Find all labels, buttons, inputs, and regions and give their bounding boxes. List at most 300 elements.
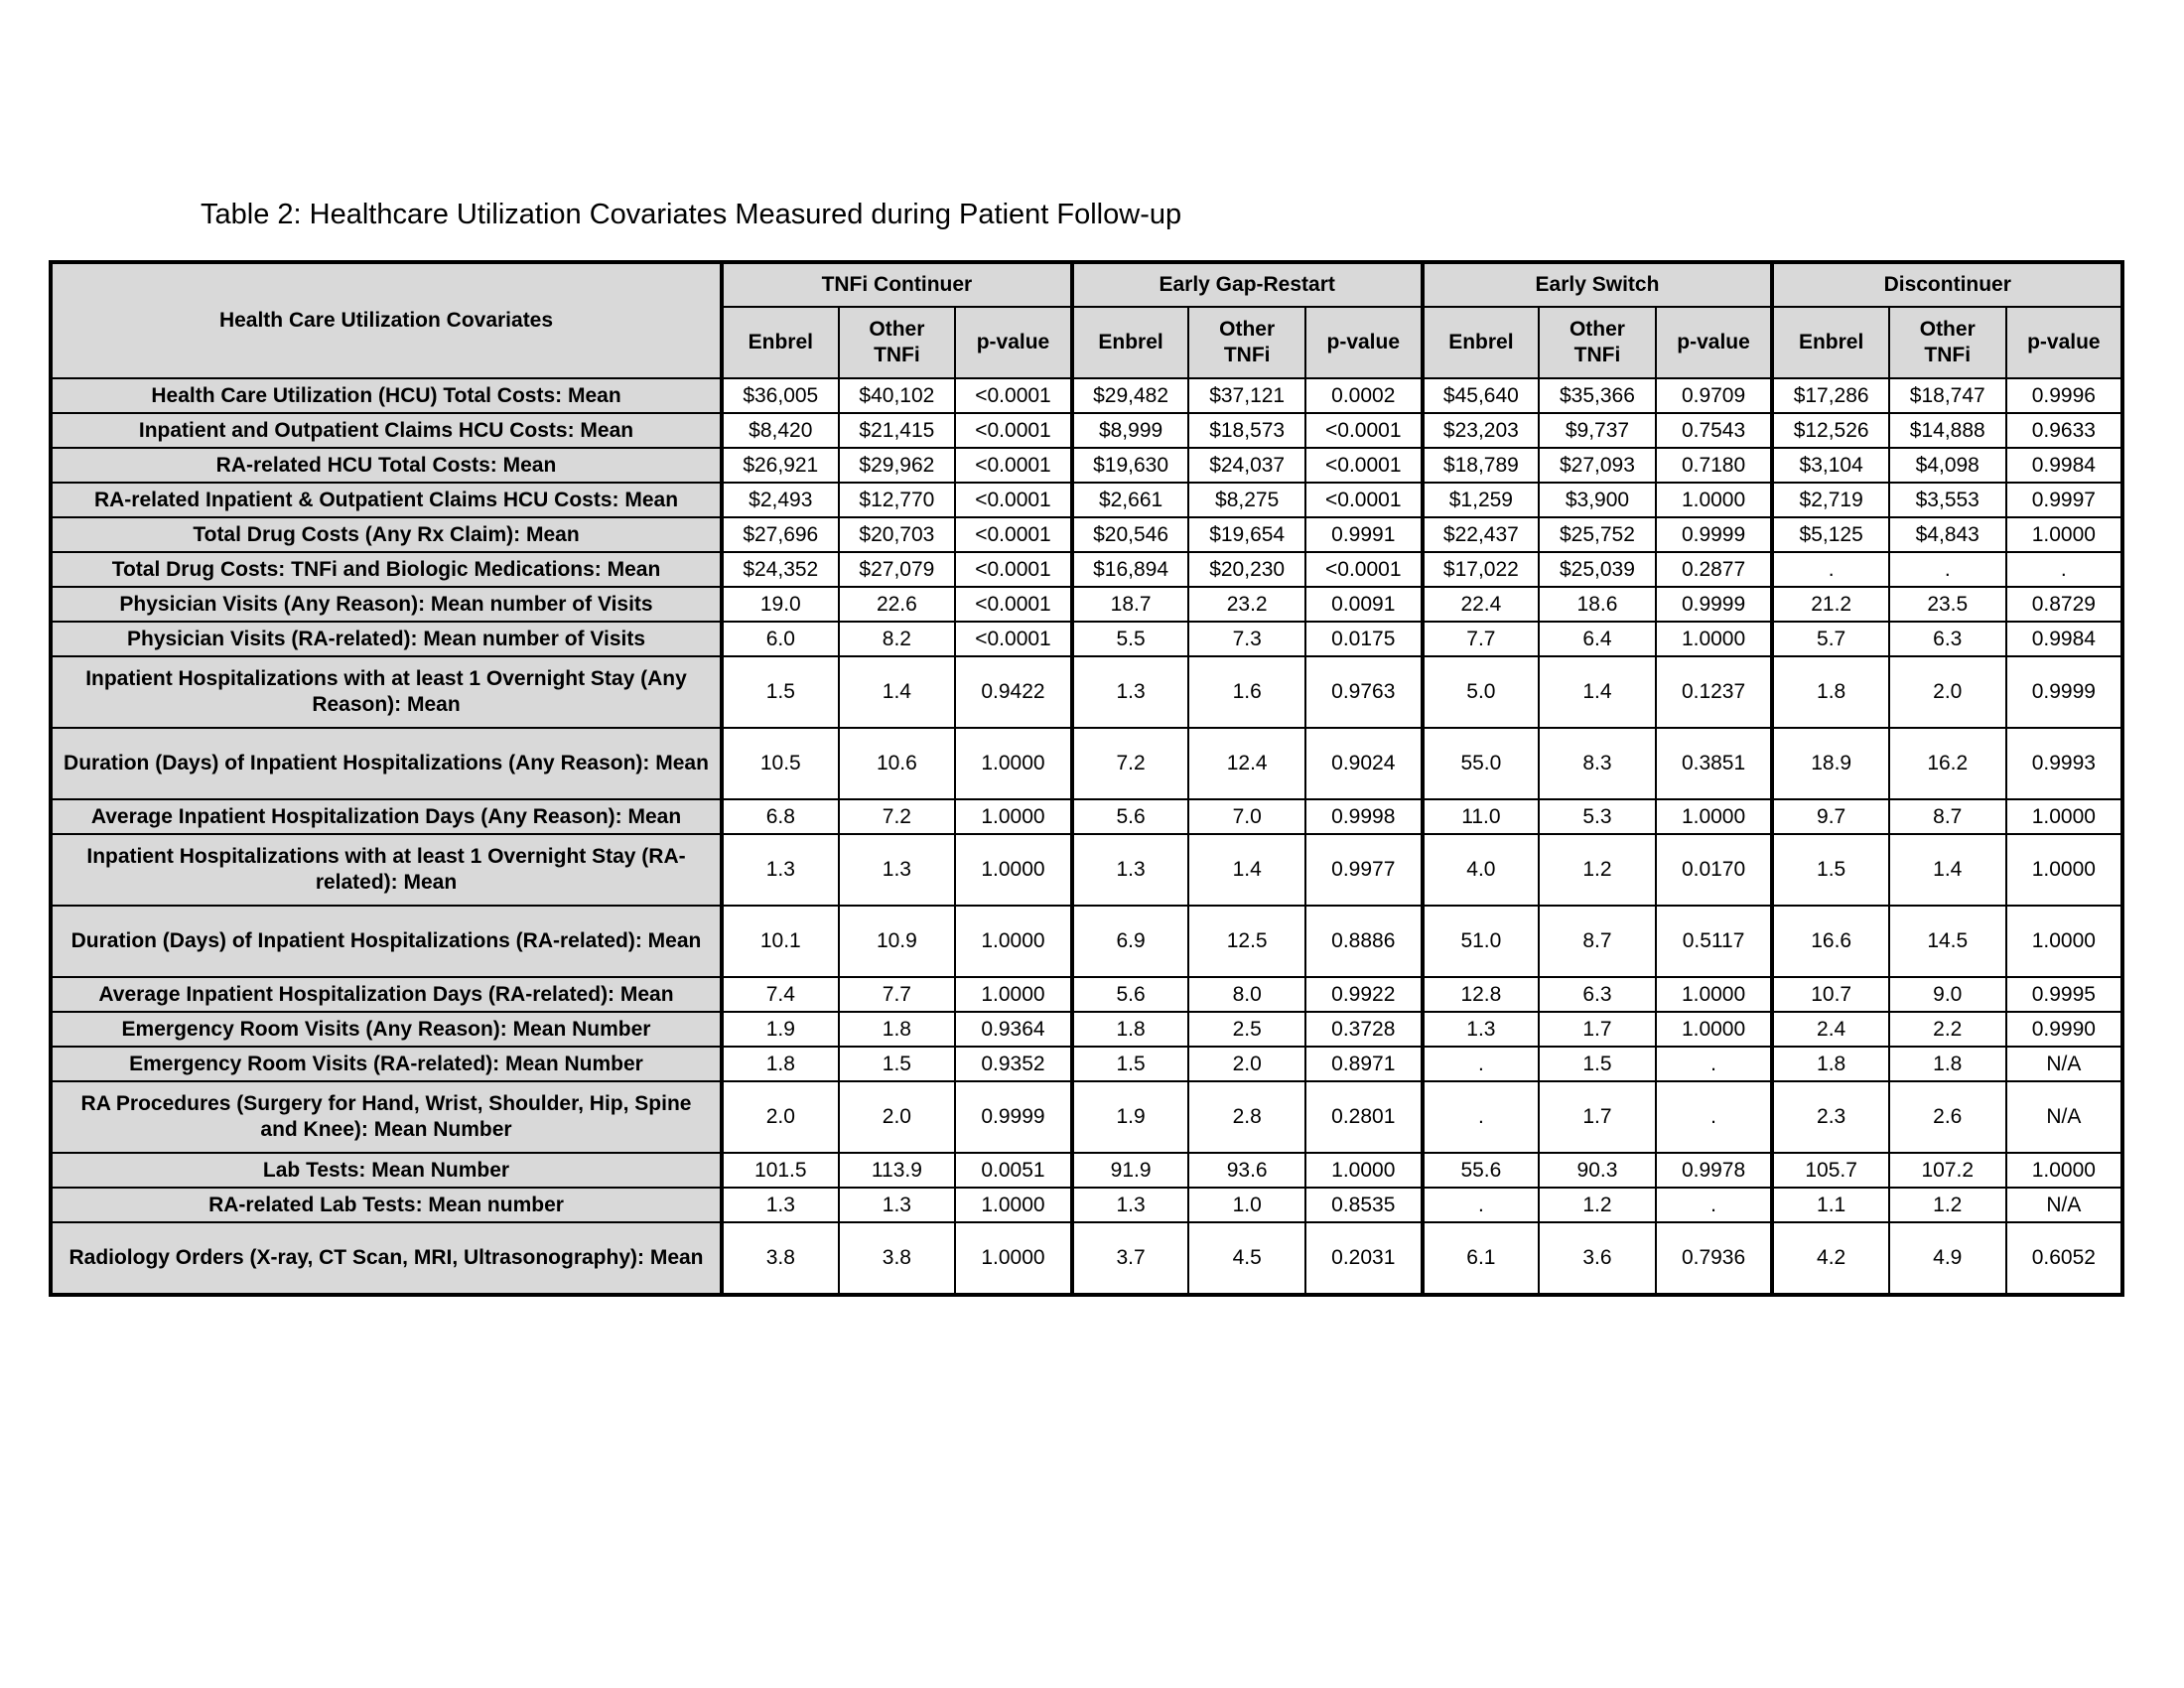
row-label: RA-related Lab Tests: Mean number: [51, 1188, 722, 1222]
table-cell: 0.9364: [955, 1012, 1072, 1047]
subcolumn-header: p-value: [1656, 307, 1773, 378]
table-row: [51, 799, 2122, 834]
table-cell: 6.0: [722, 622, 839, 656]
table-cell: 6.9: [1072, 906, 1189, 977]
table-cell: 0.8535: [1305, 1188, 1423, 1222]
table-cell: 0.2031: [1305, 1222, 1423, 1295]
table-cell: .: [1656, 1188, 1773, 1222]
row-label-header: Health Care Utilization Covariates: [51, 262, 722, 378]
table-cell: $12,770: [839, 483, 956, 517]
table-cell: 2.0: [722, 1081, 839, 1153]
table-cell: $23,203: [1423, 413, 1540, 448]
table-row: [51, 906, 2122, 977]
table-cell: 1.5: [722, 656, 839, 728]
table-cell: $17,022: [1423, 552, 1540, 587]
table-cell: $36,005: [722, 378, 839, 413]
table-row: [51, 1047, 2122, 1081]
table-cell: 1.9: [722, 1012, 839, 1047]
table-cell: $2,719: [1772, 483, 1889, 517]
table-cell: 14.5: [1889, 906, 2006, 977]
row-label: Average Inpatient Hospitalization Days (Any Reason): Mean: [51, 799, 722, 834]
table-cell: 1.7: [1539, 1081, 1656, 1153]
table-cell: 4.5: [1188, 1222, 1305, 1295]
table-cell: $8,420: [722, 413, 839, 448]
table-cell: 0.9024: [1305, 728, 1423, 799]
table-cell: 0.9999: [2006, 656, 2123, 728]
row-label: RA Procedures (Surgery for Hand, Wrist, Shoulder, Hip, Spine and Knee): Mean Number: [51, 1081, 722, 1153]
table-cell: 2.8: [1188, 1081, 1305, 1153]
table-cell: $14,888: [1889, 413, 2006, 448]
table-cell: $8,999: [1072, 413, 1189, 448]
table-cell: $20,546: [1072, 517, 1189, 552]
table-cell: 0.0091: [1305, 587, 1423, 622]
table-cell: 1.3: [1423, 1012, 1540, 1047]
table-cell: 0.0051: [955, 1153, 1072, 1188]
table-cell: 1.0000: [2006, 517, 2123, 552]
table-cell: 22.4: [1423, 587, 1540, 622]
table-cell: 3.6: [1539, 1222, 1656, 1295]
table-cell: 1.8: [1772, 656, 1889, 728]
table-cell: $21,415: [839, 413, 956, 448]
table-cell: 1.8: [839, 1012, 956, 1047]
table-cell: 1.8: [722, 1047, 839, 1081]
table-cell: 1.0000: [955, 1222, 1072, 1295]
table-cell: <0.0001: [1305, 483, 1423, 517]
table-cell: 0.9922: [1305, 977, 1423, 1012]
table-cell: 8.2: [839, 622, 956, 656]
table-cell: 0.9633: [2006, 413, 2123, 448]
table-cell: 1.0000: [2006, 799, 2123, 834]
table-cell: 1.5: [1072, 1047, 1189, 1081]
table-cell: 0.8729: [2006, 587, 2123, 622]
table-cell: 23.5: [1889, 587, 2006, 622]
table-row: [51, 587, 2122, 622]
header-group-row: [51, 262, 2122, 307]
table-cell: $4,843: [1889, 517, 2006, 552]
table-cell: 1.9: [1072, 1081, 1189, 1153]
subcolumn-header: p-value: [955, 307, 1072, 378]
group-header: Early Switch: [1423, 262, 1773, 307]
group-header: TNFi Continuer: [722, 262, 1072, 307]
table-cell: $2,493: [722, 483, 839, 517]
table-cell: 18.9: [1772, 728, 1889, 799]
table-row: [51, 378, 2122, 413]
table-cell: 0.0170: [1656, 834, 1773, 906]
table-cell: .: [1656, 1081, 1773, 1153]
table-cell: 9.7: [1772, 799, 1889, 834]
table-cell: $27,079: [839, 552, 956, 587]
table-cell: 1.4: [1188, 834, 1305, 906]
table-cell: 6.3: [1889, 622, 2006, 656]
table-cell: 1.7: [1539, 1012, 1656, 1047]
table-cell: 6.4: [1539, 622, 1656, 656]
table-row: [51, 728, 2122, 799]
table-row: [51, 1153, 2122, 1188]
table-cell: 8.7: [1889, 799, 2006, 834]
row-label: Average Inpatient Hospitalization Days (RA-related): Mean: [51, 977, 722, 1012]
table-cell: 9.0: [1889, 977, 2006, 1012]
subcolumn-header: Enbrel: [722, 307, 839, 378]
table-cell: 7.2: [839, 799, 956, 834]
table-cell: 0.9990: [2006, 1012, 2123, 1047]
table-cell: .: [2006, 552, 2123, 587]
table-cell: 18.6: [1539, 587, 1656, 622]
subcolumn-header: Other TNFi: [1188, 307, 1305, 378]
table-cell: 0.9763: [1305, 656, 1423, 728]
table-cell: $24,037: [1188, 448, 1305, 483]
table-cell: 5.6: [1072, 799, 1189, 834]
table-cell: 1.4: [839, 656, 956, 728]
table-cell: 107.2: [1889, 1153, 2006, 1188]
table-cell: 5.5: [1072, 622, 1189, 656]
table-cell: 5.3: [1539, 799, 1656, 834]
table-cell: $1,259: [1423, 483, 1540, 517]
subcolumn-header: Enbrel: [1423, 307, 1540, 378]
table-cell: <0.0001: [955, 448, 1072, 483]
table-cell: 11.0: [1423, 799, 1540, 834]
table-row: [51, 483, 2122, 517]
table-cell: 55.0: [1423, 728, 1540, 799]
table-cell: 1.2: [1539, 1188, 1656, 1222]
subcolumn-header: Enbrel: [1772, 307, 1889, 378]
table-cell: 0.7543: [1656, 413, 1773, 448]
table-cell: <0.0001: [955, 413, 1072, 448]
table-cell: 10.5: [722, 728, 839, 799]
row-label: Radiology Orders (X-ray, CT Scan, MRI, Ultrasonography): Mean: [51, 1222, 722, 1295]
table-cell: 1.3: [722, 834, 839, 906]
row-label: Inpatient and Outpatient Claims HCU Costs: Mean: [51, 413, 722, 448]
table-cell: $16,894: [1072, 552, 1189, 587]
table-cell: 1.0000: [955, 977, 1072, 1012]
table-cell: 1.2: [1889, 1188, 2006, 1222]
table-cell: 1.0000: [955, 834, 1072, 906]
table-cell: <0.0001: [955, 587, 1072, 622]
table-cell: $4,098: [1889, 448, 2006, 483]
table-cell: 7.7: [839, 977, 956, 1012]
table-cell: $26,921: [722, 448, 839, 483]
table-row: [51, 622, 2122, 656]
table-cell: $27,093: [1539, 448, 1656, 483]
table-cell: 1.8: [1889, 1047, 2006, 1081]
table-cell: 1.0000: [955, 799, 1072, 834]
table-row: [51, 448, 2122, 483]
table-cell: $8,275: [1188, 483, 1305, 517]
table-cell: $22,437: [1423, 517, 1540, 552]
table-cell: 0.0002: [1305, 378, 1423, 413]
table-cell: 21.2: [1772, 587, 1889, 622]
table-cell: 0.9998: [1305, 799, 1423, 834]
row-label: Emergency Room Visits (RA-related): Mean Number: [51, 1047, 722, 1081]
table-cell: $18,789: [1423, 448, 1540, 483]
table-cell: $19,654: [1188, 517, 1305, 552]
row-label: Physician Visits (Any Reason): Mean number of Visits: [51, 587, 722, 622]
table-cell: 10.6: [839, 728, 956, 799]
table-cell: 101.5: [722, 1153, 839, 1188]
table-cell: 93.6: [1188, 1153, 1305, 1188]
table-cell: 0.9999: [1656, 587, 1773, 622]
table-cell: 1.5: [1772, 834, 1889, 906]
table-cell: 51.0: [1423, 906, 1540, 977]
table-cell: 12.8: [1423, 977, 1540, 1012]
table-cell: 1.0: [1188, 1188, 1305, 1222]
table-cell: 3.8: [722, 1222, 839, 1295]
row-label: RA-related Inpatient & Outpatient Claims HCU Costs: Mean: [51, 483, 722, 517]
table-cell: 19.0: [722, 587, 839, 622]
table-cell: <0.0001: [955, 517, 1072, 552]
table-cell: 0.9991: [1305, 517, 1423, 552]
table-cell: 10.9: [839, 906, 956, 977]
table-cell: <0.0001: [955, 552, 1072, 587]
table-cell: 0.2801: [1305, 1081, 1423, 1153]
table-cell: $29,482: [1072, 378, 1189, 413]
table-cell: 0.7180: [1656, 448, 1773, 483]
table-cell: 0.2877: [1656, 552, 1773, 587]
table-cell: $9,737: [1539, 413, 1656, 448]
table-cell: $40,102: [839, 378, 956, 413]
table-cell: .: [1423, 1081, 1540, 1153]
table-cell: 1.0000: [1656, 1012, 1773, 1047]
group-header: Discontinuer: [1772, 262, 2122, 307]
row-label: Health Care Utilization (HCU) Total Costs: Mean: [51, 378, 722, 413]
table-cell: 16.6: [1772, 906, 1889, 977]
table-cell: 4.2: [1772, 1222, 1889, 1295]
row-label: Inpatient Hospitalizations with at least 1 Overnight Stay (RA-related): Mean: [51, 834, 722, 906]
table-cell: .: [1656, 1047, 1773, 1081]
table-row: [51, 1222, 2122, 1295]
table-cell: $27,696: [722, 517, 839, 552]
table-cell: $35,366: [1539, 378, 1656, 413]
table-cell: 1.3: [1072, 834, 1189, 906]
table-cell: 1.5: [839, 1047, 956, 1081]
table-cell: 1.0000: [955, 728, 1072, 799]
row-label: Emergency Room Visits (Any Reason): Mean Number: [51, 1012, 722, 1047]
table-cell: 1.0000: [2006, 1153, 2123, 1188]
table-cell: $3,553: [1889, 483, 2006, 517]
table-cell: 55.6: [1423, 1153, 1540, 1188]
table-cell: 2.6: [1889, 1081, 2006, 1153]
table-cell: 10.7: [1772, 977, 1889, 1012]
row-label: Total Drug Costs (Any Rx Claim): Mean: [51, 517, 722, 552]
subcolumn-header: Enbrel: [1072, 307, 1189, 378]
table-cell: 3.7: [1072, 1222, 1189, 1295]
table-cell: 0.9999: [955, 1081, 1072, 1153]
table-cell: $18,573: [1188, 413, 1305, 448]
table-row: [51, 834, 2122, 906]
table-cell: 1.0000: [1305, 1153, 1423, 1188]
table-cell: 1.5: [1539, 1047, 1656, 1081]
table-cell: 0.9978: [1656, 1153, 1773, 1188]
table-cell: <0.0001: [955, 622, 1072, 656]
table-cell: 1.4: [1889, 834, 2006, 906]
table-cell: $20,230: [1188, 552, 1305, 587]
table-cell: 5.0: [1423, 656, 1540, 728]
table-cell: 1.8: [1072, 1012, 1189, 1047]
table-cell: 2.2: [1889, 1012, 2006, 1047]
row-label: Lab Tests: Mean Number: [51, 1153, 722, 1188]
table-cell: <0.0001: [955, 483, 1072, 517]
subcolumn-header: Other TNFi: [1539, 307, 1656, 378]
table-cell: N/A: [2006, 1081, 2123, 1153]
table-cell: 0.1237: [1656, 656, 1773, 728]
table-cell: 91.9: [1072, 1153, 1189, 1188]
table-cell: .: [1772, 552, 1889, 587]
table-cell: 8.7: [1539, 906, 1656, 977]
table-cell: 0.7936: [1656, 1222, 1773, 1295]
table-cell: 6.1: [1423, 1222, 1540, 1295]
table-cell: 113.9: [839, 1153, 956, 1188]
table-cell: 1.8: [1772, 1047, 1889, 1081]
table-cell: 105.7: [1772, 1153, 1889, 1188]
table-cell: 0.9993: [2006, 728, 2123, 799]
table-cell: 1.3: [1072, 656, 1189, 728]
table-cell: 1.3: [1072, 1188, 1189, 1222]
table-cell: 0.9999: [1656, 517, 1773, 552]
table-cell: 0.9984: [2006, 622, 2123, 656]
table-cell: $3,104: [1772, 448, 1889, 483]
table-cell: 5.6: [1072, 977, 1189, 1012]
table-cell: 4.0: [1423, 834, 1540, 906]
row-label: Duration (Days) of Inpatient Hospitalizations (Any Reason): Mean: [51, 728, 722, 799]
table-cell: 16.2: [1889, 728, 2006, 799]
table-cell: 1.0000: [955, 906, 1072, 977]
table-cell: $2,661: [1072, 483, 1189, 517]
table-cell: 0.5117: [1656, 906, 1773, 977]
table-cell: 1.0000: [955, 1188, 1072, 1222]
table-row: [51, 656, 2122, 728]
subcolumn-header: p-value: [2006, 307, 2123, 378]
table-cell: 8.3: [1539, 728, 1656, 799]
table-cell: 7.0: [1188, 799, 1305, 834]
table-cell: 7.3: [1188, 622, 1305, 656]
table-cell: <0.0001: [1305, 448, 1423, 483]
table-cell: 1.0000: [1656, 799, 1773, 834]
table-row: [51, 413, 2122, 448]
table-cell: 1.0000: [2006, 906, 2123, 977]
table-cell: 0.9996: [2006, 378, 2123, 413]
utilization-table: [49, 260, 2124, 1297]
table-cell: $24,352: [722, 552, 839, 587]
table-row: [51, 1012, 2122, 1047]
table-cell: 0.3728: [1305, 1012, 1423, 1047]
table-cell: $45,640: [1423, 378, 1540, 413]
table-cell: 18.7: [1072, 587, 1189, 622]
table-cell: 23.2: [1188, 587, 1305, 622]
subcolumn-header: p-value: [1305, 307, 1423, 378]
table-cell: 7.7: [1423, 622, 1540, 656]
table-cell: 5.7: [1772, 622, 1889, 656]
table-cell: 0.3851: [1656, 728, 1773, 799]
table-body: [51, 378, 2122, 1295]
table-cell: 3.8: [839, 1222, 956, 1295]
table-cell: $29,962: [839, 448, 956, 483]
table-row: [51, 977, 2122, 1012]
table-cell: .: [1423, 1188, 1540, 1222]
table-cell: 1.0000: [1656, 483, 1773, 517]
table-cell: 0.9995: [2006, 977, 2123, 1012]
table-cell: $20,703: [839, 517, 956, 552]
table-row: [51, 1081, 2122, 1153]
table-cell: 6.8: [722, 799, 839, 834]
table-cell: $37,121: [1188, 378, 1305, 413]
table-cell: $12,526: [1772, 413, 1889, 448]
table-cell: N/A: [2006, 1047, 2123, 1081]
table-cell: 0.0175: [1305, 622, 1423, 656]
table-cell: 1.3: [839, 1188, 956, 1222]
table-cell: 6.3: [1539, 977, 1656, 1012]
table-cell: 0.9984: [2006, 448, 2123, 483]
table-row: [51, 517, 2122, 552]
table-cell: 2.0: [1188, 1047, 1305, 1081]
table-cell: 10.1: [722, 906, 839, 977]
table-cell: $19,630: [1072, 448, 1189, 483]
table-cell: 12.5: [1188, 906, 1305, 977]
table-cell: 1.3: [839, 834, 956, 906]
table-cell: $5,125: [1772, 517, 1889, 552]
table-cell: 12.4: [1188, 728, 1305, 799]
table-cell: $25,039: [1539, 552, 1656, 587]
table-cell: 0.9422: [955, 656, 1072, 728]
row-label: Duration (Days) of Inpatient Hospitalizations (RA-related): Mean: [51, 906, 722, 977]
table-cell: 90.3: [1539, 1153, 1656, 1188]
table-cell: 2.0: [839, 1081, 956, 1153]
table-cell: 2.4: [1772, 1012, 1889, 1047]
table-cell: <0.0001: [1305, 552, 1423, 587]
table-cell: $17,286: [1772, 378, 1889, 413]
table-cell: 7.4: [722, 977, 839, 1012]
table-cell: $3,900: [1539, 483, 1656, 517]
table-cell: 0.9709: [1656, 378, 1773, 413]
table-cell: 1.0000: [1656, 977, 1773, 1012]
table-row: [51, 552, 2122, 587]
table-row: [51, 1188, 2122, 1222]
table-cell: 1.4: [1539, 656, 1656, 728]
table-cell: 2.0: [1889, 656, 2006, 728]
table-cell: 0.8886: [1305, 906, 1423, 977]
table-cell: .: [1423, 1047, 1540, 1081]
table-cell: 1.3: [722, 1188, 839, 1222]
table-cell: 22.6: [839, 587, 956, 622]
table-title: Table 2: Healthcare Utilization Covariates Measured during Patient Follow-up: [201, 199, 1182, 230]
table-cell: 0.9997: [2006, 483, 2123, 517]
table-cell: 4.9: [1889, 1222, 2006, 1295]
table-cell: 1.1: [1772, 1188, 1889, 1222]
table-cell: 1.0000: [2006, 834, 2123, 906]
row-label: RA-related HCU Total Costs: Mean: [51, 448, 722, 483]
table-cell: <0.0001: [1305, 413, 1423, 448]
table-cell: $25,752: [1539, 517, 1656, 552]
row-label: Inpatient Hospitalizations with at least 1 Overnight Stay (Any Reason): Mean: [51, 656, 722, 728]
table-cell: .: [1889, 552, 2006, 587]
row-label: Total Drug Costs: TNFi and Biologic Medications: Mean: [51, 552, 722, 587]
table-cell: 1.2: [1539, 834, 1656, 906]
table-cell: 1.0000: [1656, 622, 1773, 656]
table-cell: 0.9977: [1305, 834, 1423, 906]
subcolumn-header: Other TNFi: [1889, 307, 2006, 378]
table-cell: $18,747: [1889, 378, 2006, 413]
table-cell: 0.6052: [2006, 1222, 2123, 1295]
table-cell: 1.6: [1188, 656, 1305, 728]
table-cell: <0.0001: [955, 378, 1072, 413]
subcolumn-header: Other TNFi: [839, 307, 956, 378]
table-cell: 0.9352: [955, 1047, 1072, 1081]
row-label: Physician Visits (RA-related): Mean number of Visits: [51, 622, 722, 656]
group-header: Early Gap-Restart: [1072, 262, 1423, 307]
table-cell: N/A: [2006, 1188, 2123, 1222]
table-cell: 2.3: [1772, 1081, 1889, 1153]
table-cell: 8.0: [1188, 977, 1305, 1012]
table-cell: 0.8971: [1305, 1047, 1423, 1081]
table-cell: 2.5: [1188, 1012, 1305, 1047]
